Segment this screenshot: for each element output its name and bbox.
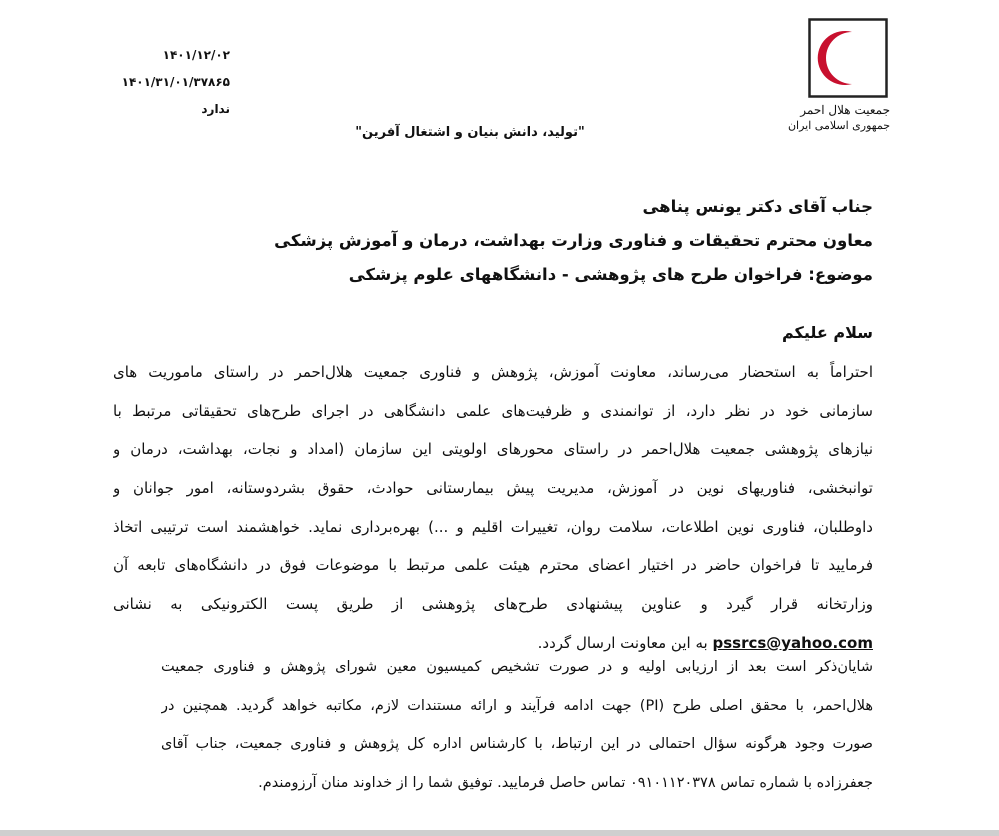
body-line: احتراماً به استحضار می‌رساند، معاونت آموزش، پژوهش و فناوری جمعیت هلال‌احمر در راستای ماموریت های (113, 363, 873, 381)
letter-subject: موضوع: فراخوان طرح های پژوهشی - دانشگاههای علوم پزشکی (348, 265, 873, 284)
slogan: "تولید، دانش بنیان و اشتغال آفرین" (355, 125, 585, 140)
letter-meta (80, 42, 230, 123)
crescent-icon (808, 18, 888, 98)
email-link[interactable]: pssrcs@yahoo.com (712, 633, 873, 652)
page-edge (0, 830, 999, 836)
body-line: توانبخشی، فناوریهای نوین در آموزش، مدیریت پیش بیمارستانی حوادث، حقوق بشردوستانه، امور جوانان و (113, 479, 873, 498)
closing-line: صورت وجود هرگونه سؤال احتمالی در این ارتباط، با کارشناس اداره کل پژوهش و فناوری جمعیت، جناب آقای (161, 736, 873, 753)
closing-line: هلال‌احمر، با محقق اصلی طرح (PI) جهت ادامه فرآیند و ارائه مستندات لازم، مکاتبه خواهد گردید. همچنین در (161, 697, 873, 714)
letter-number: ۱۴۰۱/۳۱/۰۱/۳۷۸۶۵ (121, 75, 230, 89)
logo-org-name: جمعیت هلال احمر (800, 103, 890, 117)
body-last-line-text: به این معاونت ارسال گردد. (537, 633, 708, 652)
logo-country: جمهوری اسلامی ایران (787, 119, 890, 132)
body-line: سازمانی خود در نظر دارد، از توانمندی و ظرفیت‌های علمی دانشگاهی در اجرای طرح‌های تحقیقاتی مرتبط با (113, 401, 873, 420)
body-line: نیازهای پژوهشی جمعیت هلال‌احمر در راستای محورهای اولویتی این سازمان (امداد و نجات، بهداشت، درمان و (113, 440, 873, 459)
body-line: فرمایید تا فراخوان حاضر در اختیار اعضای محترم هیئت علمی مرتبط با موضوعات فوق در دانشگاه‌های تابعه آن (113, 556, 873, 575)
closing-paragraph (161, 650, 873, 801)
greeting: سلام علیکم (781, 323, 873, 342)
letter-date: ۱۴۰۱/۱۲/۰۲ (162, 48, 230, 62)
body-line: وزارتخانه قرار گیرد و عناوین پیشنهادی طرح‌های پژوهشی از طریق پست الکترونیکی به نشانی (113, 595, 873, 614)
closing-line: شایان‌ذکر است بعد از ارزیابی اولیه و در صورت تشخیص کمیسیون معین شورای پژوهش و فناوری جمعیت (161, 659, 873, 675)
body-paragraph (113, 353, 873, 663)
closing-line: جعفرزاده با شماره تماس ۰۹۱۰۱۱۲۰۳۷۸ تماس حاصل فرمایید. توفیق شما را از خداوند منان آرزومندم. (258, 775, 873, 792)
red-crescent-logo (787, 18, 890, 134)
body-line: داوطلبان، فناوری نوین اطلاعات، سلامت روان، تغییرات اقلیم و ...) بهره‌برداری نماید. خواهشمند است ترتیبی اتخاذ (113, 517, 873, 536)
addressee-title: معاون محترم تحقیقات و فناوری وزارت بهداشت، درمان و آموزش پزشکی (274, 231, 873, 250)
addressee-name: جناب آقای دکتر یونس پناهی (642, 197, 873, 216)
letter-attachment: ندارد (201, 102, 230, 116)
addressee-block (253, 190, 873, 292)
